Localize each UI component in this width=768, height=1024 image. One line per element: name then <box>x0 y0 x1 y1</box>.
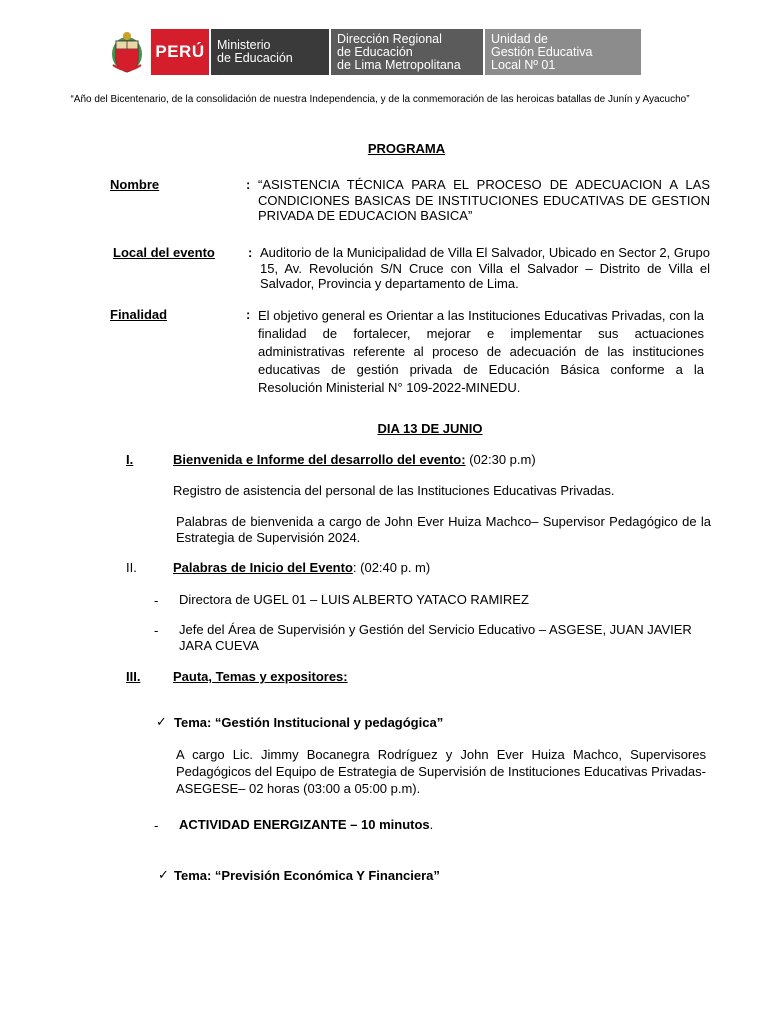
energizer-activity-label: ACTIVIDAD ENERGIZANTE – 10 minutos <box>179 817 430 832</box>
section-1-time: (02:30 p.m) <box>465 452 536 467</box>
section-3-title: Pauta, Temas y expositores: <box>173 669 348 684</box>
energizer-activity <box>179 817 433 833</box>
header-banner <box>107 29 641 75</box>
name-label: Nombre <box>110 177 160 192</box>
bullet-dash: - <box>154 818 159 833</box>
peru-logo: PERÚ <box>151 29 209 75</box>
topic-1-title: Tema: “Gestión Institucional y pedagógica” <box>174 715 444 730</box>
local-colon: : <box>248 245 253 260</box>
bullet-dash: - <box>154 623 159 638</box>
ministry-block <box>209 29 329 75</box>
ugel-block <box>483 29 641 75</box>
checkmark-icon: ✓ <box>158 867 169 882</box>
year-motto: “Año del Bicentenario, de la consolidación de nuestra Independencia, y de la conmemoración de las heroicas batallas de Junín y Ayacucho” <box>70 94 690 105</box>
section-1-title: Bienvenida e Informe del desarrollo del evento: <box>173 452 466 467</box>
section-2-time: : (02:40 p. m) <box>352 560 431 575</box>
purpose-label: Finalidad <box>110 307 168 322</box>
name-colon: : <box>246 177 251 192</box>
section-2-heading <box>173 560 430 576</box>
speaker-asgese-head: Jefe del Área de Supervisión y Gestión del Servicio Educativo – ASGESE, JUAN JAVIER JARA CUEVA <box>179 622 692 653</box>
section-1-number: I. <box>126 452 134 467</box>
local-value: Auditorio de la Municipalidad de Villa El Salvador, Ubicado en Sector 2, Grupo 15, Av. Revolución S/N Cruce con Villa el Salvador – Distrito de Villa el Salvador, Provincia y departamento de Lima. <box>260 245 710 291</box>
ministry-text: Ministerio de Educación <box>217 38 293 65</box>
bullet-dash: - <box>154 593 159 608</box>
purpose-colon: : <box>246 307 251 322</box>
day-heading: DIA 13 DE JUNIO <box>377 421 483 436</box>
topic-2-title: Tema: “Previsión Económica Y Financiera” <box>174 868 440 883</box>
name-value: “ASISTENCIA TÉCNICA PARA EL PROCESO DE ADECUACION A LAS CONDICIONES BASICAS DE INSTITUCIONES EDUCATIVAS DE GESTION PRIVADA DE EDUCACION BASICA” <box>258 177 710 223</box>
regional-text: Dirección Regional de Educación de Lima Metropolitana <box>337 31 461 72</box>
purpose-value: El objetivo general es Orientar a las Instituciones Educativas Privadas, con la finalidad de fortalecer, mejorar e implementar sus actuaciones administrativas referente al proceso de adecuación de las instituciones educativas de gestión privada de Educación Básica conforme a la Resolución Ministerial N° 109-2022-MINEDU. <box>258 308 704 395</box>
section-2-title: Palabras de Inicio del Evento <box>173 560 353 575</box>
speaker-director: Directora de UGEL 01 – LUIS ALBERTO YATACO RAMIREZ <box>179 592 529 607</box>
checkmark-icon: ✓ <box>156 714 167 729</box>
page-title: PROGRAMA <box>367 141 446 156</box>
ugel-text: Unidad de Gestión Educativa Local Nº 01 <box>491 31 593 72</box>
regional-directorate-block <box>329 29 483 75</box>
topic-1-description: A cargo Lic. Jimmy Bocanegra Rodríguez y John Ever Huiza Machco, Supervisores Pedagógicos del Equipo de Estrategia de Supervisión de Instituciones Educativas Privadas- ASEGESE– 02 horas (03:00 a 05:00 p.m). <box>176 747 706 796</box>
coat-of-arms-icon <box>107 29 147 75</box>
section-3-number: III. <box>126 669 141 684</box>
local-label: Local del evento <box>113 245 215 260</box>
section-2-number: II. <box>126 560 137 575</box>
energizer-activity-period: . <box>429 817 434 832</box>
section-1-registration: Registro de asistencia del personal de las Instituciones Educativas Privadas. <box>173 483 615 498</box>
section-1-heading <box>173 452 536 468</box>
section-1-welcome: Palabras de bienvenida a cargo de John Ever Huiza Machco– Supervisor Pedagógico de la Estrategia de Supervisión 2024. <box>176 514 711 545</box>
